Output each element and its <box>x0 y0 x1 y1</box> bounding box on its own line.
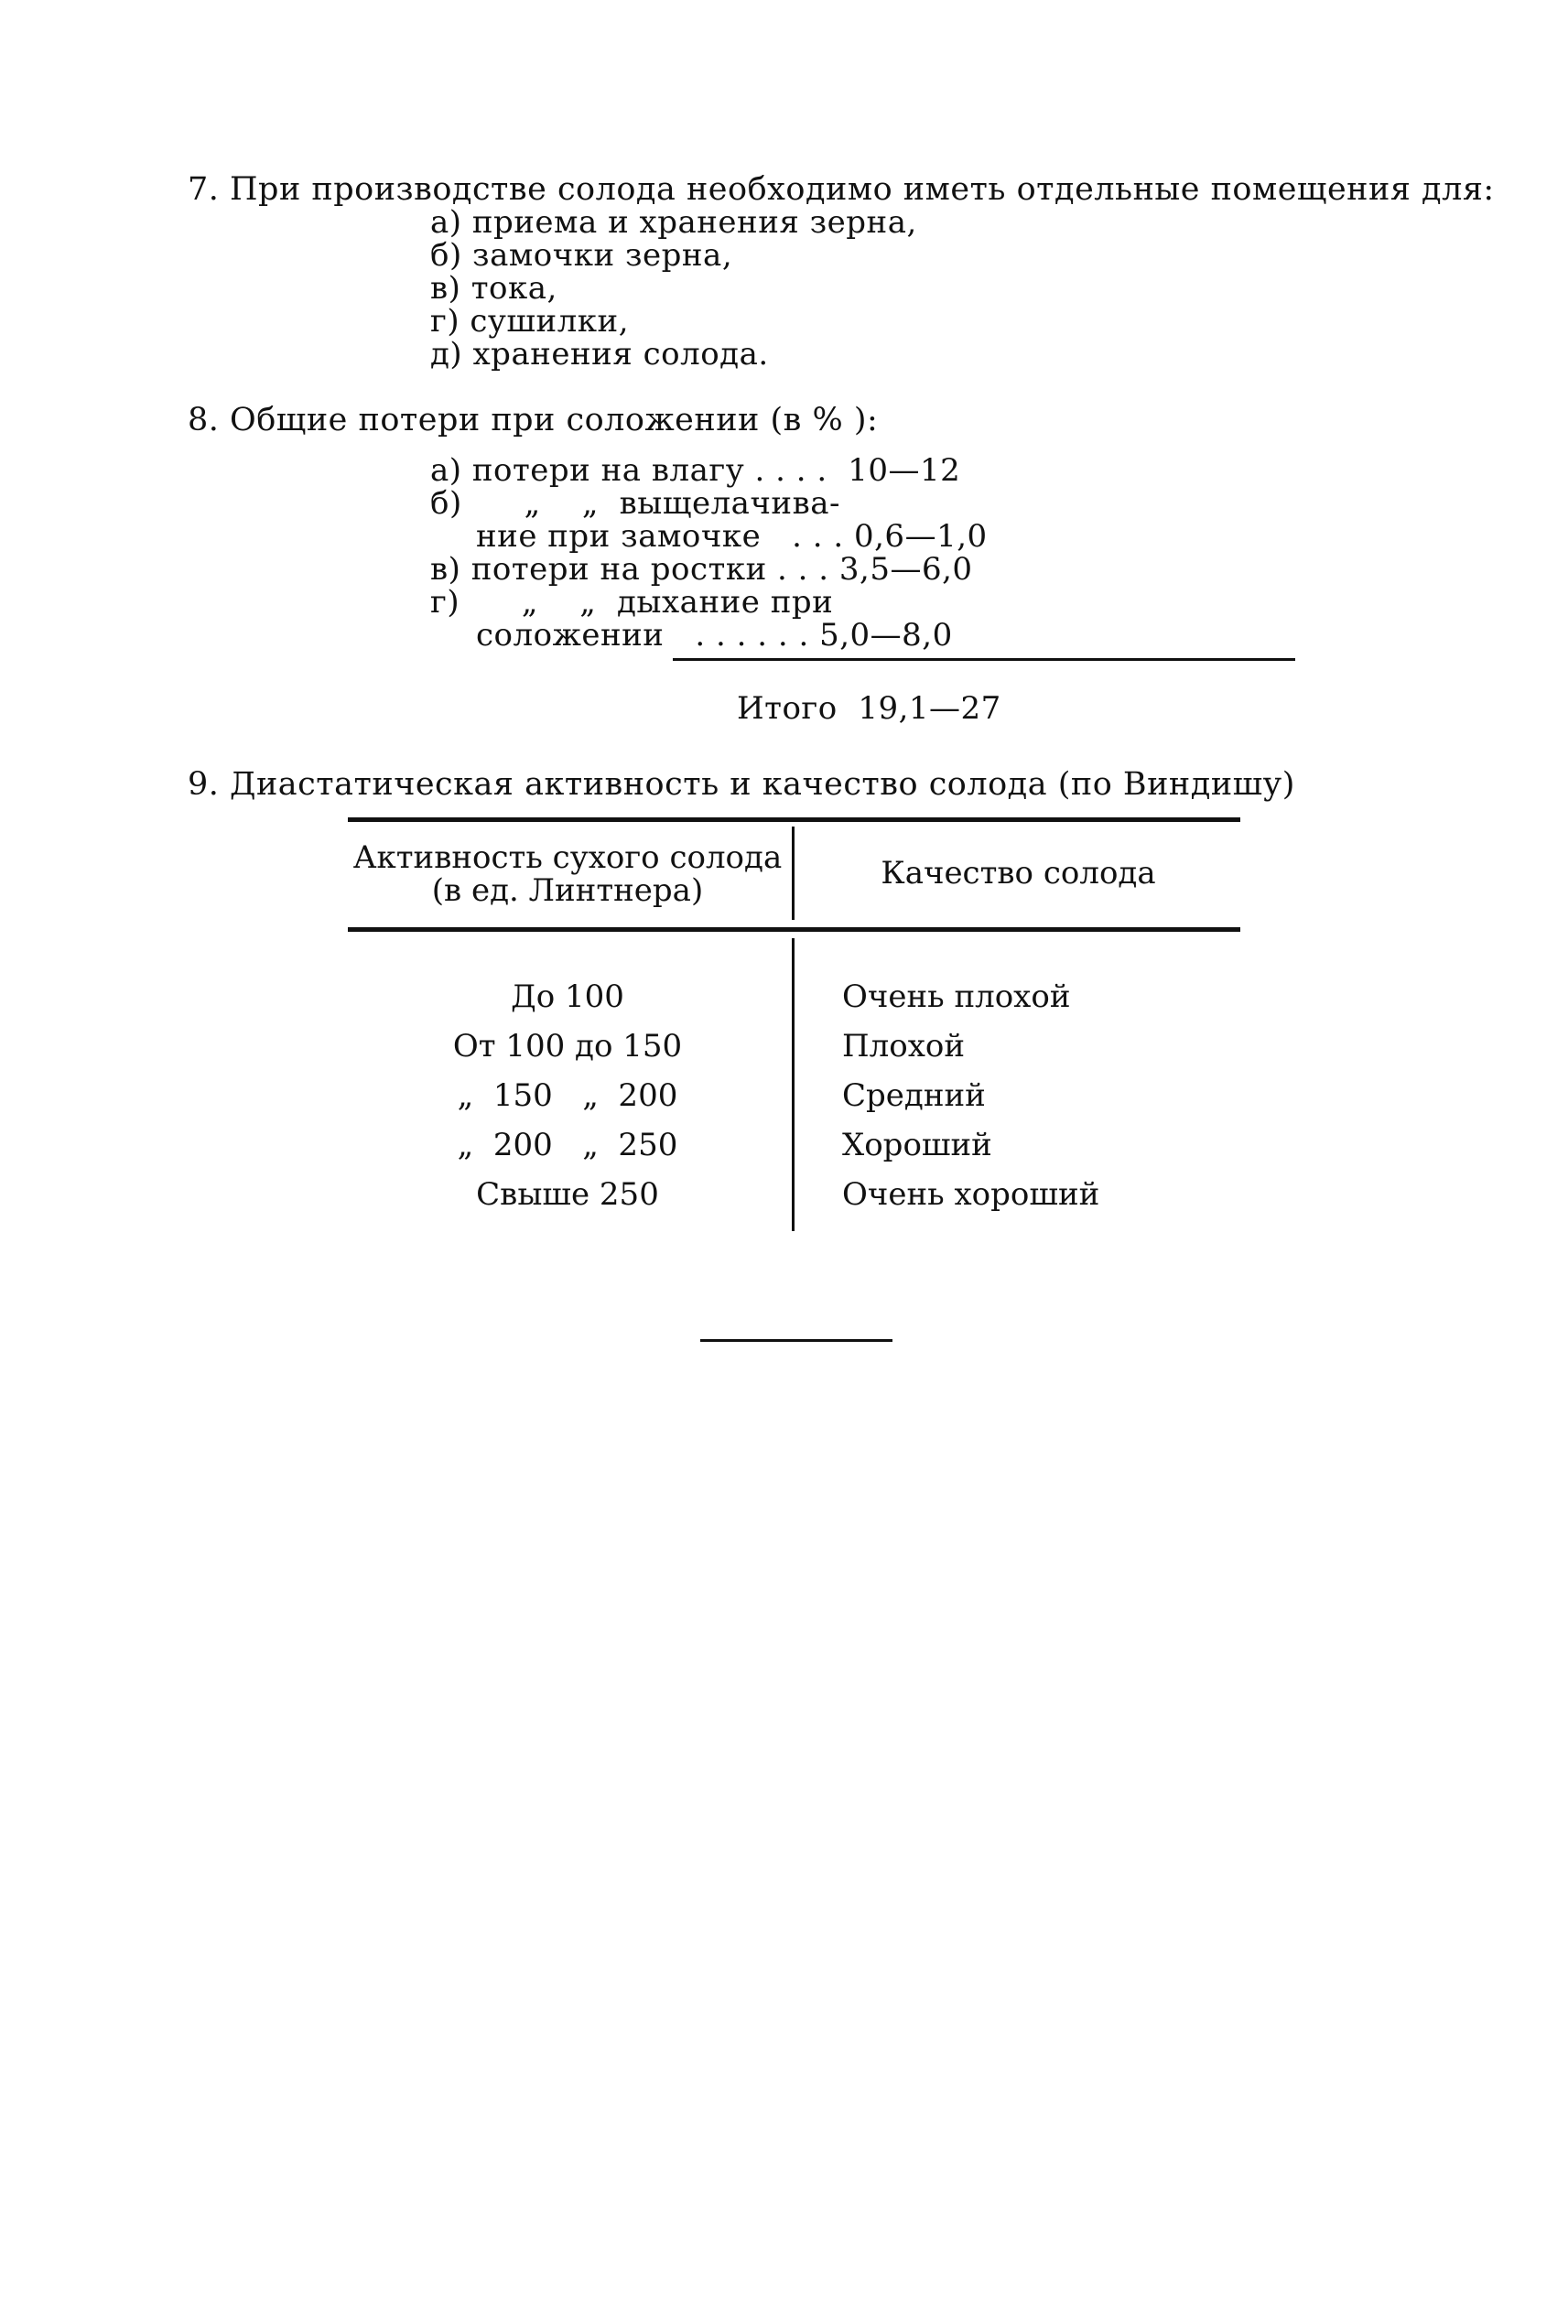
quality-cell: Средний <box>842 1077 986 1114</box>
quality-cell: Хороший <box>842 1127 992 1163</box>
header-column-divider <box>792 827 795 920</box>
section-8-line: в) потери на ростки . . . 3,5—6,0 <box>430 551 973 588</box>
section-8-line: б) „ „ выщелачива- <box>430 485 840 522</box>
activity-cell: „ 150 „ 200 <box>457 1077 678 1114</box>
col2-header: Качество солода <box>881 855 1156 892</box>
section-7-heading: 7. При производстве солода необходимо иметь отдельные помещения для: <box>188 171 1495 208</box>
section-8-line: г) „ „ дыхание при <box>430 584 834 621</box>
section-8-line: соложении . . . . . . 5,0—8,0 <box>476 617 953 654</box>
quality-cell: Очень плохой <box>842 978 1071 1015</box>
section-7-item: г) сушилки, <box>430 303 630 340</box>
section-7-item: б) замочки зерна, <box>430 237 733 274</box>
section-8-total: Итого 19,1—27 <box>737 690 1001 727</box>
end-rule <box>700 1339 892 1342</box>
header-bottom-rule <box>348 927 1240 932</box>
activity-cell: От 100 до 150 <box>452 1028 683 1065</box>
section-9-heading: 9. Диастатическая активность и качество солода (по Виндишу) <box>188 766 1295 803</box>
activity-cell: До 100 <box>511 978 624 1015</box>
activity-cell: Свыше 250 <box>476 1176 659 1213</box>
section-8-line: ние при замочке . . . 0,6—1,0 <box>476 518 988 555</box>
col1-header-line1: Активность сухого солода <box>352 839 783 876</box>
table-top-rule <box>348 817 1240 822</box>
total-divider <box>673 658 1295 661</box>
quality-cell: Плохой <box>842 1028 966 1065</box>
section-7-item: а) приема и хранения зерна, <box>430 204 917 241</box>
activity-cell: „ 200 „ 250 <box>457 1127 678 1163</box>
col1-header-line2: (в ед. Линтнера) <box>431 872 704 909</box>
section-8-line: а) потери на влагу . . . . 10—12 <box>430 452 961 489</box>
section-7-item: в) тока, <box>430 270 557 307</box>
section-8-heading: 8. Общие потери при соложении (в % ): <box>188 402 879 438</box>
section-7-item: д) хранения солода. <box>430 336 769 373</box>
quality-cell: Очень хороший <box>842 1176 1100 1213</box>
body-column-divider <box>792 938 795 1231</box>
